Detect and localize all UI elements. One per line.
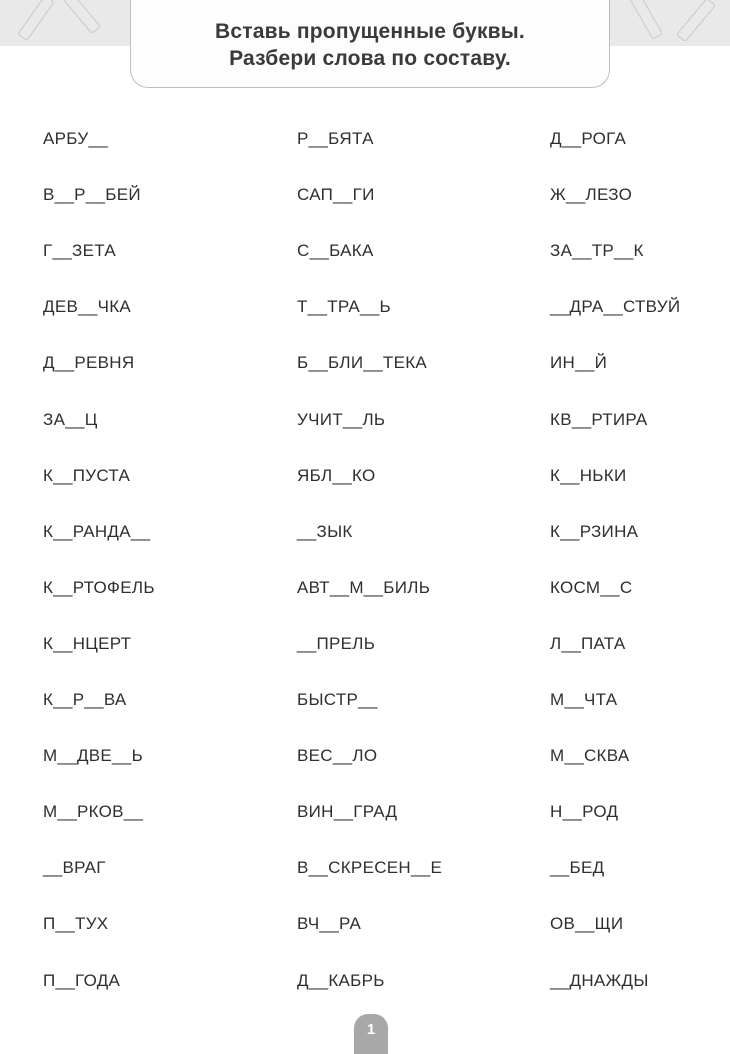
word-item: ВИН__ГРАД [297,802,398,821]
task-title-line-1: Вставь пропущенные буквы. [215,19,525,43]
word-item: Р__БЯТА [297,129,374,148]
word-item: __БЕД [550,858,605,877]
word-item: П__ГОДА [43,971,121,990]
word-item: П__ТУХ [43,914,109,933]
page-number: 1 [366,1021,376,1038]
word-item: КВ__РТИРА [550,410,648,429]
word-item: ЗА__ТР__К [550,241,644,260]
word-item: __ВРАГ [43,858,106,877]
word-item: ЯБЛ__КО [297,466,376,485]
word-item: К__Р__ВА [43,690,127,709]
word-item: М__СКВА [550,746,630,765]
word-item: ИН__Й [550,353,608,372]
word-item: М__ЧТА [550,690,618,709]
word-item: ДЕВ__ЧКА [43,297,132,316]
word-item: Ж__ЛЕЗО [550,185,633,204]
word-item: ОВ__ЩИ [550,914,624,933]
word-item: М__РКОВ__ [43,802,144,821]
word-item: С__БАКА [297,241,374,260]
word-item: БЫСТР__ [297,690,378,709]
word-item: АВТ__М__БИЛЬ [297,578,431,597]
word-item: ВЧ__РА [297,914,362,933]
word-item: __ДРА__СТВУЙ [550,297,681,316]
word-item: К__НЬКИ [550,466,627,485]
word-item: К__НЦЕРТ [43,634,132,653]
page-number-tab [354,1014,388,1054]
word-item: Б__БЛИ__ТЕКА [297,353,428,372]
word-item: Д__РОГА [550,129,627,148]
word-item: Г__ЗЕТА [43,241,116,260]
word-item: Т__ТРА__Ь [297,297,391,316]
word-item: АРБУ__ [43,129,108,148]
word-item: ВЕС__ЛО [297,746,378,765]
word-item: В__Р__БЕЙ [43,185,141,204]
word-item: К__ПУСТА [43,466,131,485]
word-item: М__ДВЕ__Ь [43,746,144,765]
word-item: УЧИТ__ЛЬ [297,410,386,429]
task-title-line-2: Разбери слова по составу. [229,46,511,70]
word-item: К__РЗИНА [550,522,639,541]
word-item: К__РАНДА__ [43,522,151,541]
word-item: САП__ГИ [297,185,375,204]
word-item: __ПРЕЛЬ [297,634,376,653]
word-item: Л__ПАТА [550,634,626,653]
word-item: __ЗЫК [297,522,353,541]
word-item: ЗА__Ц [43,410,98,429]
word-item: __ДНАЖДЫ [550,971,649,990]
word-item: Д__КАБРЬ [297,971,385,990]
word-item: Н__РОД [550,802,619,821]
word-item: В__СКРЕСЕН__Е [297,858,443,877]
word-item: КОСМ__С [550,578,633,597]
word-item: Д__РЕВНЯ [43,353,135,372]
word-item: К__РТОФЕЛЬ [43,578,155,597]
